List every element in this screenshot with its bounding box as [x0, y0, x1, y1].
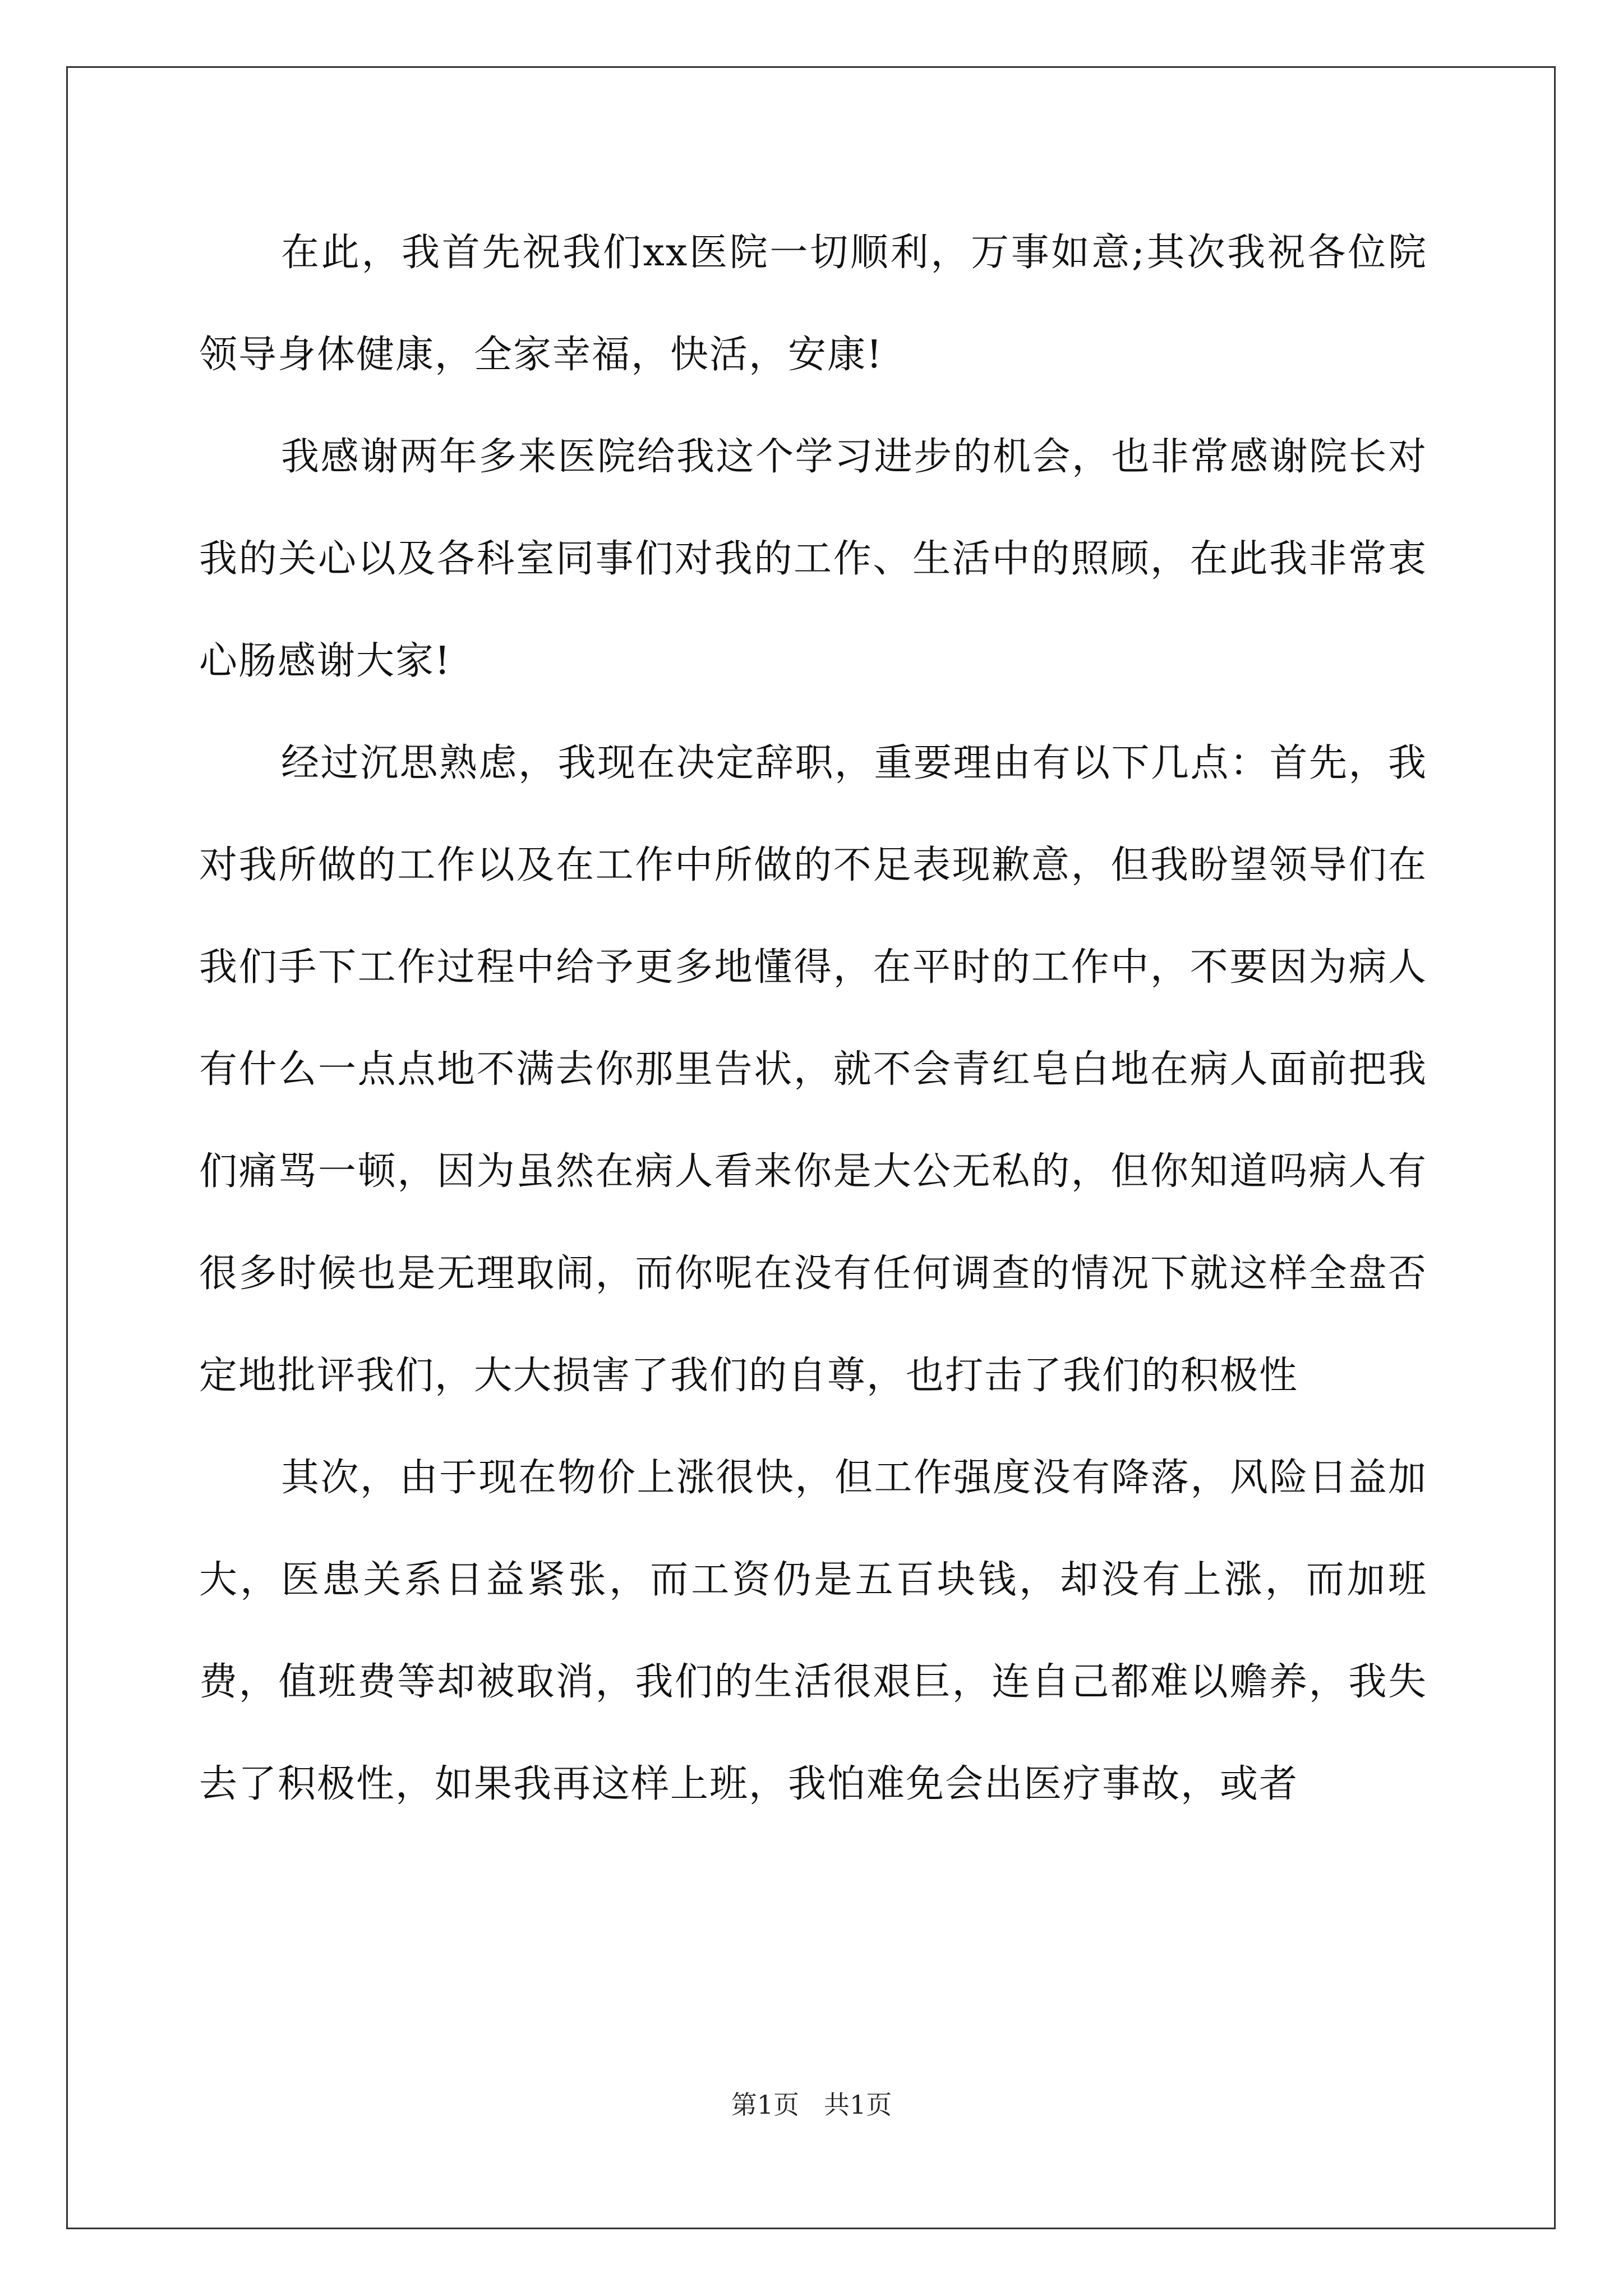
paragraph: 我感谢两年多来医院给我这个学习进步的机会，也非常感谢院长对我的关心以及各科室同事们对我的工作、生活中的照顾，在此我非常衷心肠感谢大家!: [199, 435, 1427, 683]
paragraph: 其次，由于现在物价上涨很快，但工作强度没有降落，风险日益加大，医患关系日益紧张，而工资仍是五百块钱，却没有上涨，而加班费，值班费等却被取消，我们的生活很艰巨，连自己都难以赡养，我失去了积极性，如果我再这样上班，我怕难免会出医疗事故，或者: [199, 1456, 1427, 1806]
page-number: 第1页: [731, 2090, 799, 2120]
page-footer: [0, 2088, 1623, 2122]
page-total: 共1页: [824, 2090, 892, 2120]
document-body: [199, 202, 1427, 1835]
paragraph: 在此，我首先祝我们xx医院一切顺利，万事如意;其次我祝各位院领导身体健康，全家幸福，快活，安康!: [199, 231, 1427, 377]
paragraph: 经过沉思熟虑，我现在决定辞职，重要理由有以下几点：首先，我对我所做的工作以及在工作中所做的不足表现歉意，但我盼望领导们在我们手下工作过程中给予更多地懂得，在平时的工作中，不要因为病人有什么一点点地不满去你那里告状，就不会青红皂白地在病人面前把我们痛骂一顿，因为虽然在病人看来你是大公无私的，但你知道吗病人有很多时候也是无理取闹，而你呢在没有任何调查的情况下就这样全盘否定地批评我们，大大损害了我们的自尊，也打击了我们的积极性: [199, 741, 1427, 1398]
